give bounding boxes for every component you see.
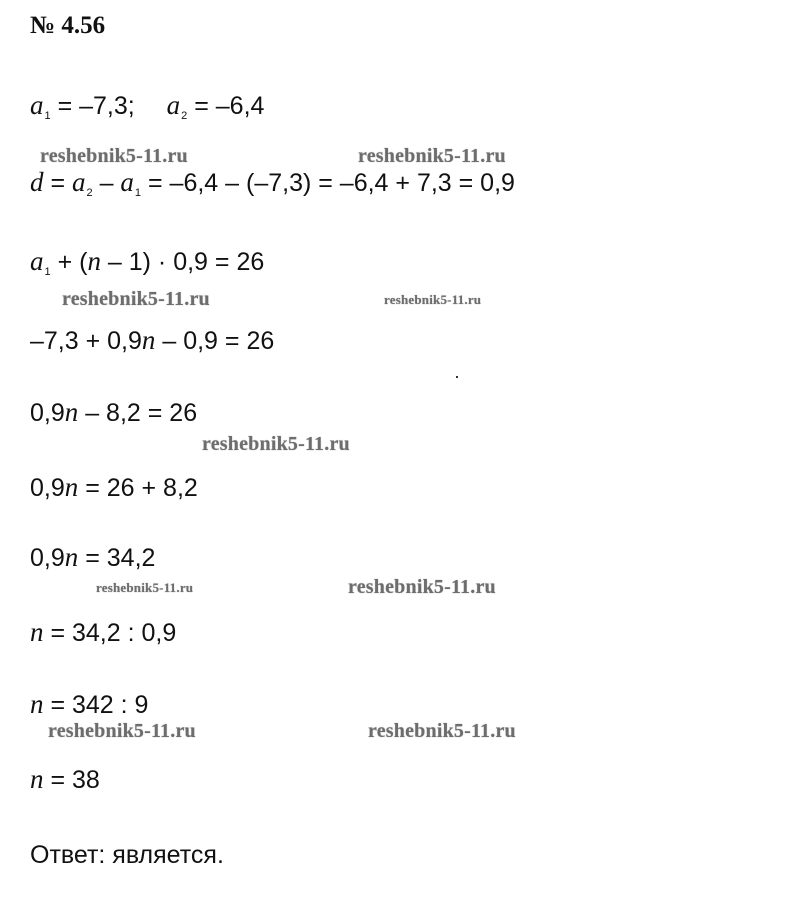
watermark: reshebnik5-11.ru <box>358 145 506 167</box>
a2-value: = –6,4 <box>194 92 265 120</box>
stray-dot <box>456 376 458 378</box>
watermark: reshebnik5-11.ru <box>62 288 210 310</box>
step-line: 0,9n = 34,2 <box>30 542 156 572</box>
var-a: a <box>30 90 44 120</box>
given-line: $a_1 = -7,3$; $a_2 = -6,4$ <box>30 90 265 122</box>
step-line: n = 34,2 : 0,9 <box>30 617 177 647</box>
var-d: d <box>30 167 44 197</box>
answer-text: Ответ: является. <box>30 841 224 869</box>
problem-number: № 4.56 <box>30 12 106 39</box>
watermark: reshebnik5-11.ru <box>202 433 350 455</box>
step-line: 0,9n – 8,2 = 26 <box>30 397 198 427</box>
a1-value: = –7,3; <box>57 92 135 120</box>
step-line: n = 38 <box>30 764 100 794</box>
difference-line: $d = a_2 - a_1 = -6,4 - (-7,3) = -6,4 + 7,3 = 0,9$ <box>30 167 515 199</box>
var-a: a <box>30 246 44 276</box>
step-line: n = 342 : 9 <box>30 689 149 719</box>
watermark: reshebnik5-11.ru <box>368 720 516 742</box>
watermark: reshebnik5-11.ru <box>384 292 482 307</box>
var-a: a <box>72 167 86 197</box>
var-a: a <box>166 90 181 120</box>
var-a: a <box>120 167 134 197</box>
var-n: n <box>87 246 101 276</box>
watermark: reshebnik5-11.ru <box>48 720 196 742</box>
watermark: reshebnik5-11.ru <box>348 576 496 598</box>
step-line: 0,9n = 26 + 8,2 <box>30 472 198 502</box>
difference-result: = –6,4 – (–7,3) = –6,4 + 7,3 = 0,9 <box>141 169 515 197</box>
nth-term-equation: $a_1 + (n - 1) \cdot 0,9 = 26$ <box>30 246 265 278</box>
step-line: –7,3 + 0,9n – 0,9 = 26 <box>30 325 275 355</box>
watermark: reshebnik5-11.ru <box>40 145 188 167</box>
watermark: reshebnik5-11.ru <box>96 580 194 595</box>
